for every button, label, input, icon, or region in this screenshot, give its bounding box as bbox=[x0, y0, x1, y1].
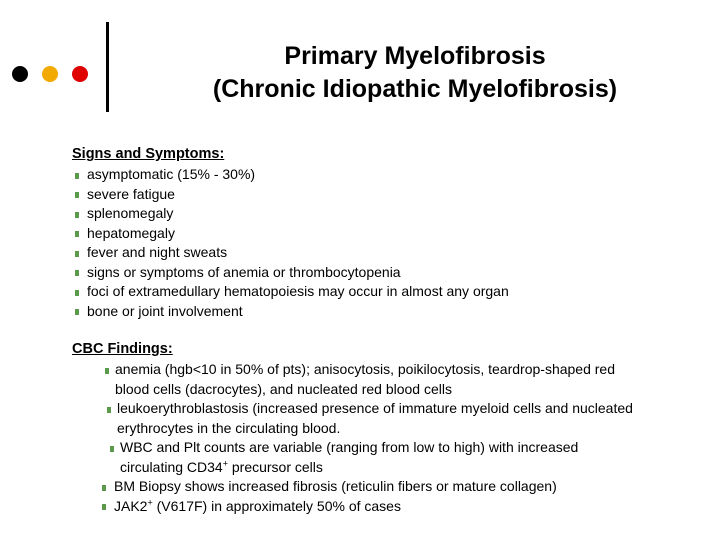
title-line-2: (Chronic Idiopathic Myelofibrosis) bbox=[212, 75, 618, 103]
decorative-dots bbox=[12, 66, 88, 82]
bullet-icon bbox=[75, 173, 79, 179]
bullet-icon bbox=[75, 290, 79, 296]
bullet-icon bbox=[75, 192, 79, 198]
bullet-icon bbox=[102, 504, 106, 510]
list-item: JAK2+ (V617F) in approximately 50% of cases bbox=[102, 497, 712, 517]
list-item: bone or joint involvement bbox=[75, 302, 712, 322]
signs-section bbox=[72, 146, 712, 321]
signs-list bbox=[75, 165, 712, 321]
bullet-icon bbox=[75, 212, 79, 218]
list-item: BM Biopsy shows increased fibrosis (reticulin fibers or mature collagen) bbox=[102, 477, 712, 497]
list-item: WBC and Plt counts are variable (ranging from low to high) with increased circulating CD34+ precursor cells bbox=[110, 438, 640, 477]
list-item: splenomegaly bbox=[75, 204, 712, 224]
bullet-icon bbox=[102, 485, 106, 491]
list-item: fever and night sweats bbox=[75, 243, 712, 263]
bullet-icon bbox=[75, 270, 79, 276]
list-item: severe fatigue bbox=[75, 185, 712, 205]
cbc-heading: CBC Findings: bbox=[72, 341, 173, 357]
black-dot bbox=[12, 66, 28, 82]
bullet-icon bbox=[75, 231, 79, 237]
slide-title bbox=[110, 40, 720, 106]
bullet-icon bbox=[75, 309, 79, 315]
list-item: anemia (hgb<10 in 50% of pts); anisocytosis, poikilocytosis, teardrop-shaped red blood cells (dacrocytes), and nucleated red blood cells bbox=[105, 360, 635, 399]
cbc-section bbox=[72, 341, 712, 516]
cbc-list bbox=[105, 360, 712, 516]
vertical-divider bbox=[106, 22, 109, 112]
title-line-1: Primary Myelofibrosis bbox=[284, 42, 546, 70]
bullet-icon bbox=[110, 446, 114, 452]
bullet-icon bbox=[75, 251, 79, 257]
bullet-icon bbox=[107, 407, 111, 413]
list-item: signs or symptoms of anemia or thrombocytopenia bbox=[75, 263, 712, 283]
red-dot bbox=[72, 66, 88, 82]
bullet-icon bbox=[105, 368, 109, 374]
slide-body bbox=[72, 146, 712, 516]
list-item: asymptomatic (15% - 30%) bbox=[75, 165, 712, 185]
list-item: hepatomegaly bbox=[75, 224, 712, 244]
orange-dot bbox=[42, 66, 58, 82]
signs-heading: Signs and Symptoms: bbox=[72, 146, 225, 162]
list-item: foci of extramedullary hematopoiesis may occur in almost any organ bbox=[75, 282, 712, 302]
list-item: leukoerythroblastosis (increased presence of immature myeloid cells and nucleated erythrocytes in the circulating blood. bbox=[107, 399, 637, 438]
